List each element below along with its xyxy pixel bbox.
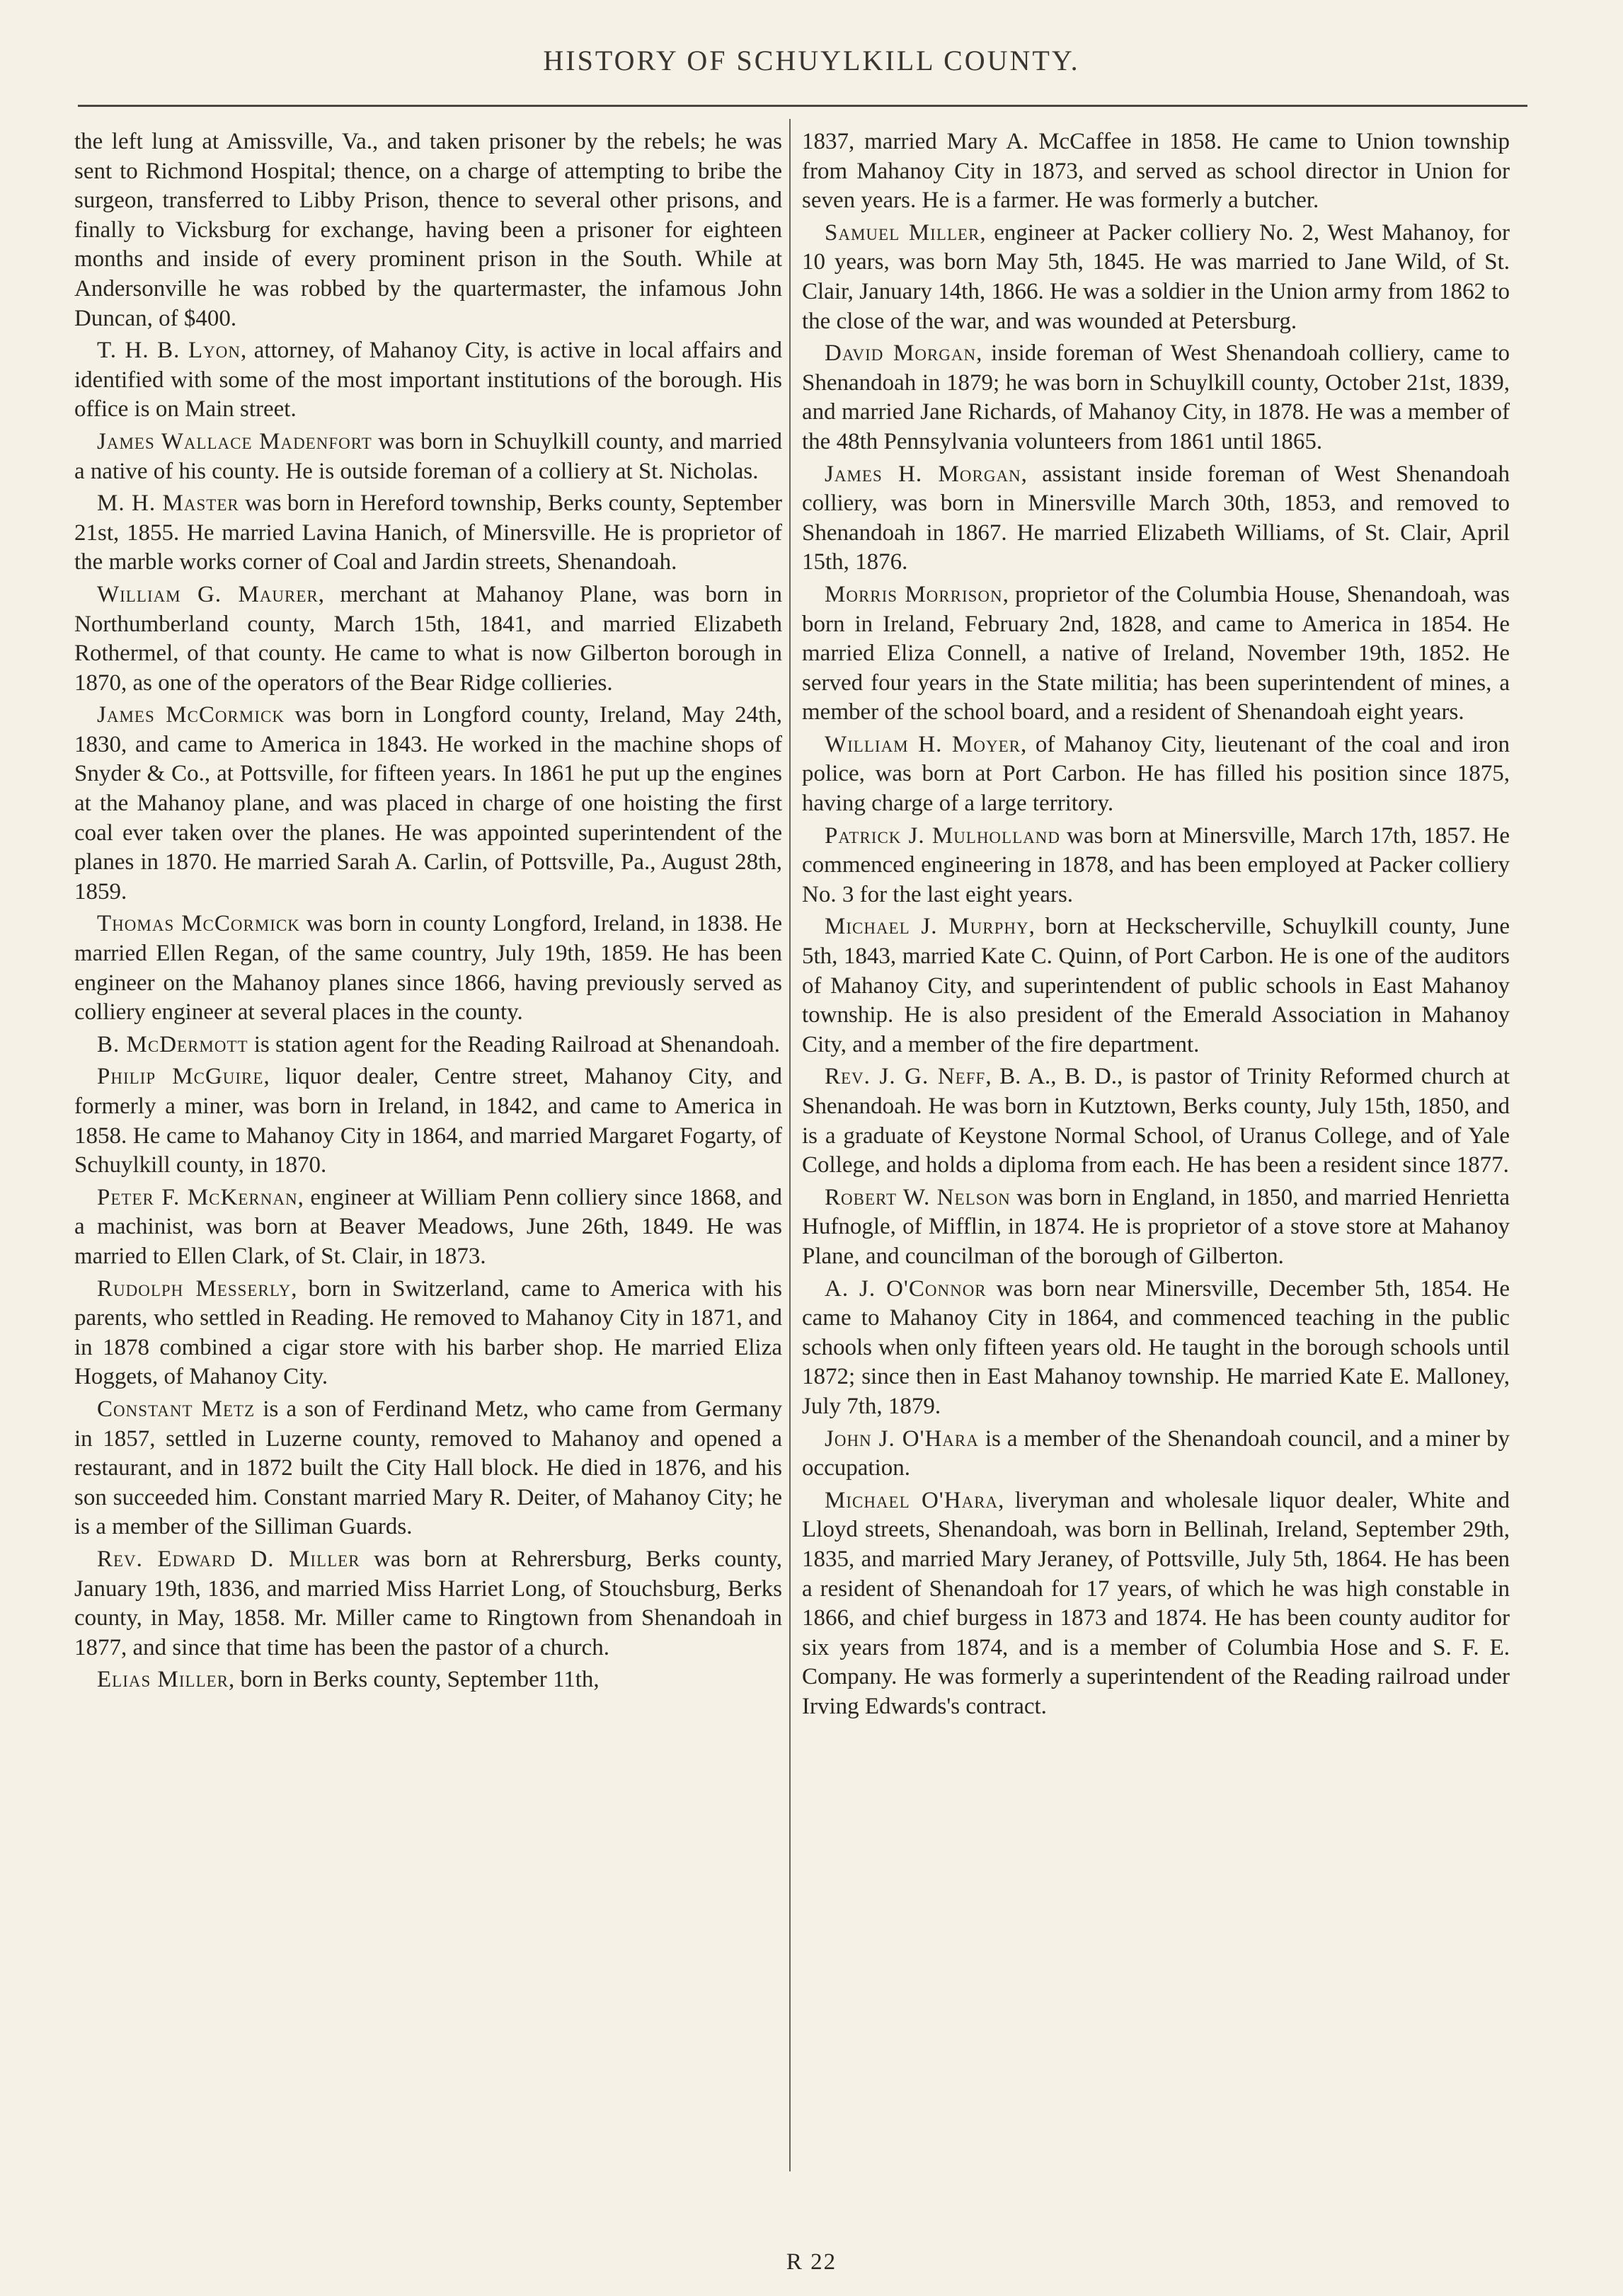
entry-text: was born in England, in 1850, and married Henrietta Hufnogle, of Mifflin, in 1874. He is proprietor of a stove store at Mahanoy Plane, and councilman of the borough of Gilberton. — [802, 1184, 1510, 1269]
entry-text: , inside foreman of West Shenandoah colliery, came to Shenandoah in 1879; he was born in Schuylkill county, October 21st, 1839, and married Jane Richards, of Mahanoy City, in 1878. He was a member of the 48th Pennsylvania volunteers from 1861 until 1865. — [802, 340, 1510, 454]
biography-entry — [802, 1486, 1510, 1722]
biography-entry — [74, 127, 782, 333]
entry-name: John J. O'Hara — [825, 1425, 979, 1452]
entry-name: Michael J. Murphy — [825, 914, 1029, 940]
entry-name: Thomas McCormick — [97, 911, 300, 937]
entry-text: , liquor dealer, Centre street, Mahanoy City, and formerly a miner, was born in Ireland, in 1842, and came to America in 1858. He came to Mahanoy City in 1864, and married Margaret Fogarty, of Schuylkill county, in 1870. — [74, 1064, 782, 1178]
biography-entry — [74, 1665, 782, 1695]
biography-entry — [802, 1425, 1510, 1483]
entry-text: , of Mahanoy City, lieutenant of the coal and iron police, was born at Port Carbon. He has filled his position since 1875, having charge of a large territory. — [802, 731, 1510, 817]
entry-name: Rudolph Messerly — [97, 1275, 292, 1302]
entry-name: Samuel Miller — [825, 219, 980, 246]
entry-name: Philip McGuire — [97, 1064, 264, 1090]
entry-text: , born in Switzerland, came to America with his parents, who settled in Reading. He removed to Mahanoy City in 1871, and in 1878 combined a cigar store with his barber shop. He married Eliza Hoggets, of Mahanoy City. — [74, 1275, 783, 1390]
entry-text: , attorney, of Mahanoy City, is active in local affairs and identified with some of the most important institutions of the borough. His office is on Main street. — [74, 338, 783, 423]
biography-entry — [74, 336, 782, 425]
entry-name: David Morgan — [825, 340, 977, 367]
biography-entry — [802, 219, 1510, 336]
entry-name: William G. Maurer — [97, 581, 319, 607]
entry-text: was born in county Longford, Ireland, in 1838. He married Ellen Regan, of the same country, July 19th, 1859. He has been engineer on the Mahanoy planes since 1866, having previously served as colliery engineer at several places in the county. — [74, 911, 782, 1026]
entry-name: T. H. B. Lyon — [97, 338, 241, 364]
entry-name: James H. Morgan — [825, 461, 1021, 487]
entry-text: , proprietor of the Columbia House, Shenandoah, was born in Ireland, February 2nd, 1828, and came to America in 1854. He married Eliza Connell, a native of Ireland, November 19th, 1852. He served four years in the State militia; has been superintendent of mines, a member of the school board, and a resident of Shenandoah eight years. — [802, 581, 1510, 725]
biography-entry — [802, 912, 1510, 1060]
entry-name: Morris Morrison — [825, 581, 1003, 607]
entry-name: Elias Miller — [97, 1667, 229, 1693]
page-title: HISTORY OF SCHUYLKILL COUNTY. — [543, 45, 1080, 76]
biography-entry — [74, 489, 782, 578]
entry-name: James Wallace Madenfort — [97, 428, 372, 454]
entry-name: M. H. Master — [97, 490, 239, 517]
biography-entry — [802, 822, 1510, 910]
biography-entry — [802, 1275, 1510, 1422]
page-signature: R 22 — [786, 2249, 837, 2275]
entry-text: is station agent for the Reading Railroad at Shenandoah. — [248, 1031, 781, 1057]
entry-text: , born at Heckscherville, Schuylkill county, June 5th, 1843, married Kate C. Quinn, of Port Carbon. He is one of the auditors of Mahanoy City, and superintendent of public schools in East Mahanoy township. He is also president of the Emerald Association in Mahanoy City, and a member of the fire department. — [802, 914, 1510, 1057]
entry-text: was born in Longford county, Ireland, May 24th, 1830, and came to America in 1843. He worked in the machine shops of Snyder & Co., at Pottsville, for fifteen years. In 1861 he put up the engines at the Mahanoy plane, and was placed in charge of one hoisting the first coal ever taken over the planes. He was appointed superintendent of the planes in 1870. He married Sarah A. Carlin, of Pottsville, Pa., August 28th, 1859. — [74, 702, 783, 905]
biography-entry — [802, 1183, 1510, 1272]
entry-text: , liveryman and wholesale liquor dealer, White and Lloyd streets, Shenandoah, was born in Bellinah, Ireland, September 29th, 1835, and married Mary Jeraney, of Pottsville, July 5th, 1864. He has been a resident of Shenandoah for 17 years, of which he was high constable in 1866, and chief burgess in 1873 and 1874. He has been county auditor for six years from 1874, and is a member of Columbia Hose and S. F. E. Company. He was formerly a superintendent of the Reading railroad under Irving Edwards's contract. — [802, 1487, 1510, 1719]
biography-entry — [802, 460, 1510, 578]
entry-name: Peter F. McKernan — [97, 1184, 298, 1210]
biography-entry — [74, 1062, 782, 1180]
entry-text: is a member of the Shenandoah council, and a miner by occupation. — [802, 1425, 1510, 1481]
biography-entry — [74, 1275, 782, 1392]
entry-text: 1837, married Mary A. McCaffee in 1858. He came to Union township from Mahanoy City in 1873, and served as school director in Union for seven years. He is a farmer. He was formerly a butcher. — [802, 129, 1510, 214]
entry-text: , assistant inside foreman of West Shenandoah colliery, was born in Minersville March 30th, 1853, and removed to Shenandoah in 1867. He married Elizabeth Williams, of St. Clair, April 15th, 1876. — [802, 461, 1510, 575]
header-rule — [78, 105, 1527, 107]
entry-name: Michael O'Hara — [825, 1487, 999, 1513]
biography-entry — [74, 909, 782, 1027]
biography-entry — [74, 427, 782, 486]
entry-text: , engineer at William Penn colliery since 1868, and a machinist, was born at Beaver Meadows, June 26th, 1849. He was married to Ellen Clark, of St. Clair, in 1873. — [74, 1184, 782, 1269]
entry-text: is a son of Ferdinand Metz, who came from Germany in 1857, settled in Luzerne county, removed to Mahanoy and opened a restaurant, and in 1872 built the City Hall block. He died in 1876, and his son succeeded him. Constant married Mary R. Deiter, of Mahanoy City; he is a member of the Silliman Guards. — [74, 1396, 782, 1540]
entry-text: was born at Minersville, March 17th, 1857. He commenced engineering in 1878, and has been employed at Packer colliery No. 3 for the last eight years. — [802, 822, 1510, 907]
entry-name: Constant Metz — [97, 1396, 256, 1422]
entry-text: the left lung at Amissville, Va., and taken prisoner by the rebels; he was sent to Richmond Hospital; thence, on a charge of attempting to bribe the surgeon, transferred to Libby Prison, thence to several other prisons, and finally to Vicksburg for exchange, having been a prisoner for eighteen months and inside of every prominent prison in the South. While at Andersonville he was robbed by the quartermaster, the infamous John Duncan, of $400. — [74, 129, 782, 331]
biography-entry — [802, 580, 1510, 728]
column-divider — [789, 119, 791, 2171]
entry-text: , born in Berks county, September 11th, — [229, 1667, 600, 1693]
biography-entry — [74, 1183, 782, 1272]
biography-entry — [802, 127, 1510, 216]
biography-entry — [802, 339, 1510, 457]
entry-name: B. McDermott — [97, 1031, 248, 1057]
right-column — [802, 127, 1510, 1724]
biography-entry — [74, 1545, 782, 1663]
biography-entry — [74, 701, 782, 907]
entry-name: Patrick J. Mulholland — [825, 822, 1060, 849]
entry-text: , engineer at Packer colliery No. 2, West Mahanoy, for 10 years, was born May 5th, 1845. He was married to Jane Wild, of St. Clair, January 14th, 1866. He was a soldier in the Union army from 1862 to the close of the war, and was wounded at Petersburg. — [802, 219, 1510, 334]
entry-name: A. J. O'Connor — [825, 1275, 987, 1302]
entry-name: William H. Moyer — [825, 731, 1021, 757]
biography-entry — [74, 1031, 782, 1060]
biography-entry — [802, 1062, 1510, 1180]
entry-text: was born at Rehrersburg, Berks county, January 19th, 1836, and married Miss Harriet Long, of Stouchsburg, Berks county, in May, 1858. Mr. Miller came to Ringtown from Shenandoah in 1877, and since that time has been the pastor of a church. — [74, 1546, 782, 1660]
entry-name: Rev. J. G. Neff — [825, 1064, 986, 1090]
left-column — [74, 127, 782, 1698]
biography-entry — [74, 580, 782, 698]
biography-entry — [74, 1395, 782, 1542]
entry-text: was born in Hereford township, Berks county, September 21st, 1855. He married Lavina Hanich, of Minersville. He is proprietor of the marble works corner of Coal and Jardin streets, Shenandoah. — [74, 490, 782, 575]
entry-text: , merchant at Mahanoy Plane, was born in Northumberland county, March 15th, 1841, and married Elizabeth Rothermel, of that county. He came to what is now Gilberton borough in 1870, as one of the operators of the Bear Ridge collieries. — [74, 581, 783, 696]
biography-entry — [802, 730, 1510, 819]
entry-name: Rev. Edward D. Miller — [97, 1546, 360, 1572]
entry-text: was born near Minersville, December 5th, 1854. He came to Mahanoy City in 1864, and commenced teaching in the public schools when only fifteen years old. He taught in the borough schools until 1872; since then in East Mahanoy township. He married Kate E. Malloney, July 7th, 1879. — [802, 1275, 1510, 1419]
entry-text: , B. A., B. D., is pastor of Trinity Reformed church at Shenandoah. He was born in Kutztown, Berks county, July 15th, 1850, and is a graduate of Keystone Normal School, of Uranus College, and of Yale College, and holds a diploma from each. He has been a resident since 1877. — [802, 1064, 1510, 1178]
entry-name: Robert W. Nelson — [825, 1184, 1011, 1210]
entry-text: was born in Schuylkill county, and married a native of his county. He is outside foreman of a colliery at St. Nicholas. — [74, 428, 782, 484]
entry-name: James McCormick — [97, 702, 285, 728]
